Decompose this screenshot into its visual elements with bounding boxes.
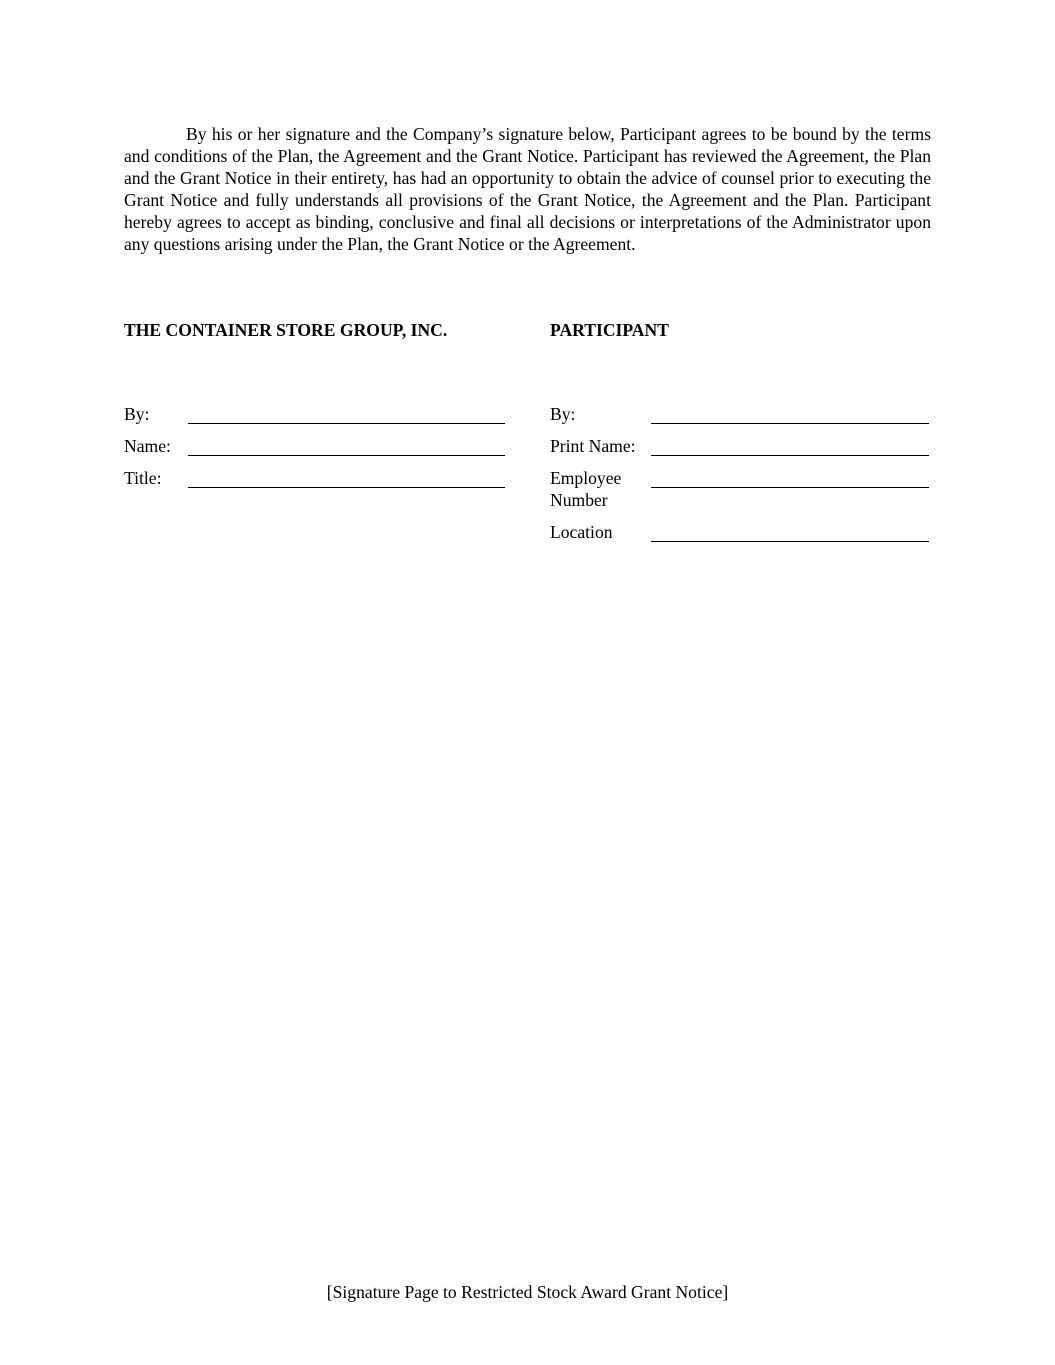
agreement-paragraph: By his or her signature and the Company’s signature below, Participant agrees to be bound by the terms and conditions of the Plan, the Agreement and the Grant Notice. Participant has reviewed the Agreement, the Plan and the Grant Notice in their entirety, has had an opportunity to obtain the advice of counsel prior to executing the Grant Notice and fully understands all provisions of the Grant Notice, the Agreement and the Plan. Participant hereby agrees to accept as binding, conclusive and final all decisions or interpretations of the Administrator upon any questions arising under the Plan, the Grant Notice or the Agreement.	[124, 124, 931, 254]
company-title-row	[124, 467, 506, 489]
participant-location-row	[550, 521, 930, 543]
company-name-signature-line[interactable]	[188, 455, 505, 456]
participant-print-name-line[interactable]	[651, 455, 929, 456]
participant-heading: PARTICIPANT	[550, 320, 669, 340]
company-by-row	[124, 403, 506, 425]
company-heading: THE CONTAINER STORE GROUP, INC.	[124, 320, 448, 340]
participant-by-signature-line[interactable]	[651, 423, 929, 424]
company-title-signature-line[interactable]	[188, 487, 505, 488]
company-by-signature-line[interactable]	[188, 423, 505, 424]
participant-by-label: By:	[550, 404, 576, 424]
participant-employee-number-row	[550, 467, 930, 511]
participant-location-line[interactable]	[651, 541, 929, 542]
participant-employee-number-line[interactable]	[651, 487, 929, 488]
participant-print-name-label: Print Name:	[550, 436, 636, 456]
participant-employee-label: Employee	[550, 468, 622, 488]
page-footer: [Signature Page to Restricted Stock Award Grant Notice]	[326, 1282, 729, 1302]
company-title-label: Title:	[124, 468, 162, 488]
participant-print-name-row	[550, 435, 930, 457]
participant-by-row	[550, 403, 930, 425]
participant-location-label: Location	[550, 522, 613, 542]
participant-number-label: Number	[550, 490, 608, 510]
company-name-row	[124, 435, 506, 457]
company-by-label: By:	[124, 404, 150, 424]
company-name-label: Name:	[124, 436, 171, 456]
